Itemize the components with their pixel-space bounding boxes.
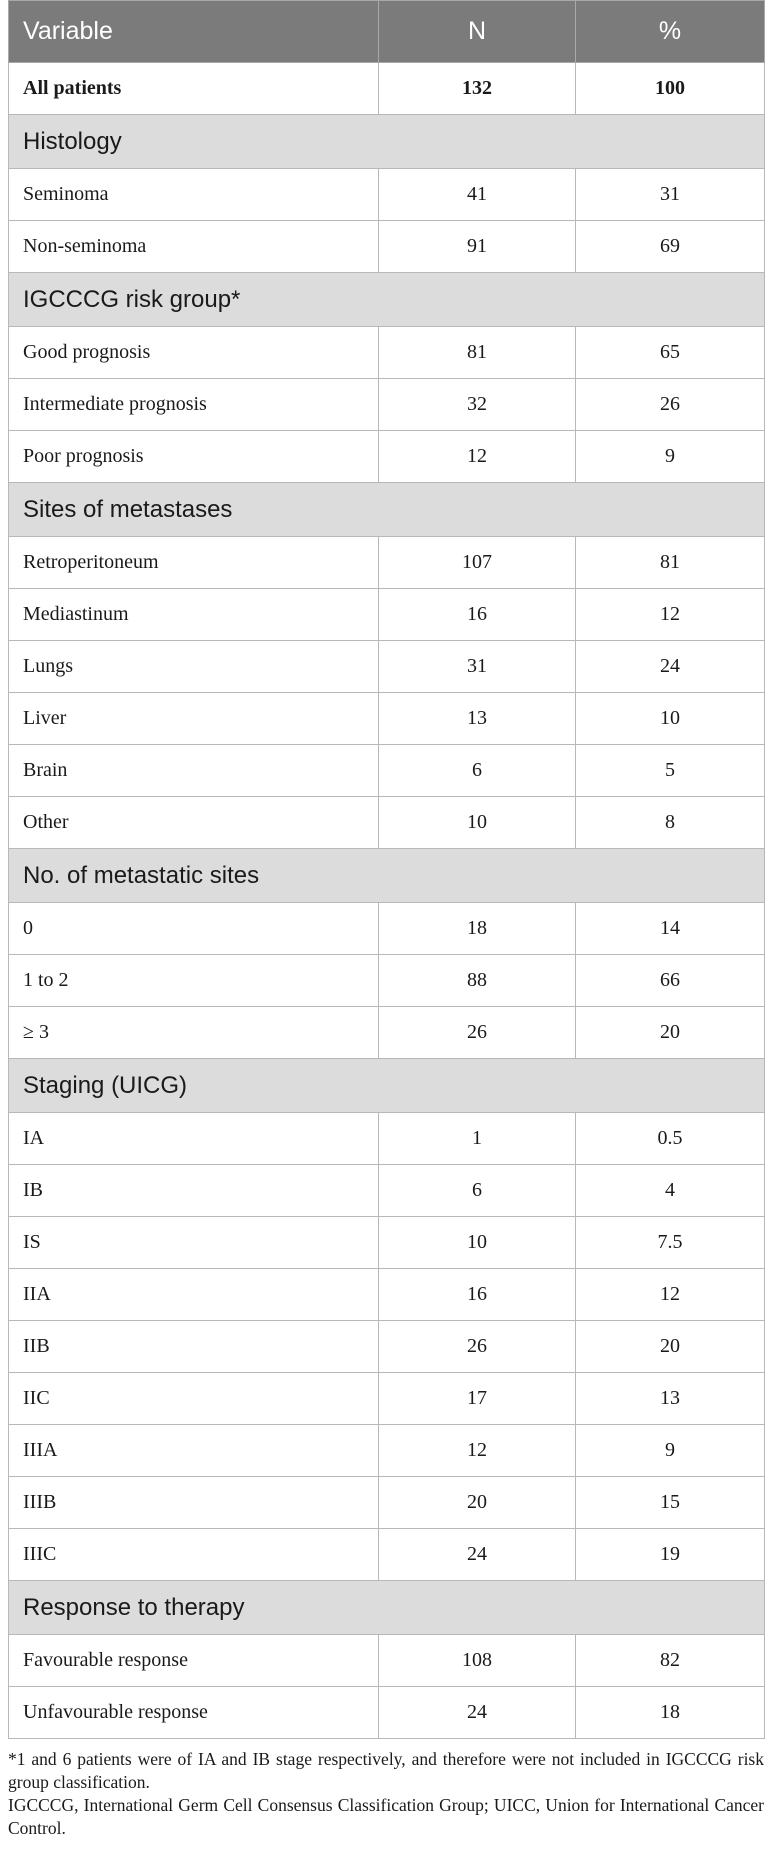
section-header-row [9, 273, 765, 327]
table-row [9, 903, 765, 955]
cell-percent: 13 [576, 1373, 765, 1425]
section-header-label: Staging (UICG) [9, 1059, 765, 1113]
cell-n: 26 [379, 1321, 576, 1373]
cell-variable: 0 [9, 903, 379, 955]
cell-percent: 0.5 [576, 1113, 765, 1165]
header-variable: Variable [9, 1, 379, 63]
cell-variable: IB [9, 1165, 379, 1217]
section-header-label: Histology [9, 115, 765, 169]
footnote-asterisk: *1 and 6 patients were of IA and IB stage respectively, and therefore were not included in IGCCCG risk group classification. [8, 1749, 764, 1792]
cell-percent: 19 [576, 1529, 765, 1581]
cell-variable: Other [9, 797, 379, 849]
cell-variable: Seminoma [9, 169, 379, 221]
cell-percent: 82 [576, 1635, 765, 1687]
cell-n: 26 [379, 1007, 576, 1059]
cell-n: 6 [379, 745, 576, 797]
cell-variable: IIC [9, 1373, 379, 1425]
cell-percent: 100 [576, 63, 765, 115]
table-row [9, 1425, 765, 1477]
cell-percent: 26 [576, 379, 765, 431]
table-container [8, 0, 764, 1840]
cell-n: 6 [379, 1165, 576, 1217]
cell-variable: Poor prognosis [9, 431, 379, 483]
table-row [9, 745, 765, 797]
cell-n: 17 [379, 1373, 576, 1425]
cell-variable: IIIB [9, 1477, 379, 1529]
cell-n: 108 [379, 1635, 576, 1687]
cell-n: 18 [379, 903, 576, 955]
table-row [9, 1477, 765, 1529]
cell-percent: 15 [576, 1477, 765, 1529]
cell-variable: ≥ 3 [9, 1007, 379, 1059]
table-row [9, 693, 765, 745]
header-n: N [379, 1, 576, 63]
cell-n: 24 [379, 1529, 576, 1581]
cell-variable: IIIA [9, 1425, 379, 1477]
cell-percent: 81 [576, 537, 765, 589]
section-header-row [9, 1581, 765, 1635]
cell-percent: 18 [576, 1687, 765, 1739]
cell-variable: Lungs [9, 641, 379, 693]
cell-percent: 31 [576, 169, 765, 221]
header-percent: % [576, 1, 765, 63]
section-header-label: Response to therapy [9, 1581, 765, 1635]
section-header-label: Sites of metastases [9, 483, 765, 537]
cell-percent: 24 [576, 641, 765, 693]
cell-n: 10 [379, 797, 576, 849]
cell-variable: Favourable response [9, 1635, 379, 1687]
table-row [9, 169, 765, 221]
cell-n: 88 [379, 955, 576, 1007]
cell-variable: Unfavourable response [9, 1687, 379, 1739]
section-header-label: IGCCCG risk group* [9, 273, 765, 327]
table-row [9, 537, 765, 589]
cell-n: 24 [379, 1687, 576, 1739]
cell-n: 13 [379, 693, 576, 745]
cell-n: 107 [379, 537, 576, 589]
footnote-abbreviations: IGCCCG, International Germ Cell Consensus Classification Group; UICC, Union for International Cancer Control. [8, 1795, 764, 1838]
cell-percent: 10 [576, 693, 765, 745]
table-row [9, 221, 765, 273]
table-row [9, 1165, 765, 1217]
cell-variable: Liver [9, 693, 379, 745]
table-row [9, 1635, 765, 1687]
table-row [9, 63, 765, 115]
section-header-row [9, 849, 765, 903]
cell-percent: 65 [576, 327, 765, 379]
table-row [9, 1217, 765, 1269]
cell-percent: 8 [576, 797, 765, 849]
section-header-row [9, 483, 765, 537]
patient-characteristics-table [8, 0, 765, 1739]
cell-percent: 9 [576, 1425, 765, 1477]
cell-n: 20 [379, 1477, 576, 1529]
cell-variable: 1 to 2 [9, 955, 379, 1007]
table-row [9, 1321, 765, 1373]
cell-variable: IIB [9, 1321, 379, 1373]
table-row [9, 431, 765, 483]
cell-variable: IIIC [9, 1529, 379, 1581]
cell-n: 91 [379, 221, 576, 273]
table-row [9, 641, 765, 693]
table-body [9, 63, 765, 1739]
section-header-row [9, 1059, 765, 1113]
cell-n: 12 [379, 1425, 576, 1477]
cell-variable: Intermediate prognosis [9, 379, 379, 431]
header-row [9, 1, 765, 63]
section-header-label: No. of metastatic sites [9, 849, 765, 903]
cell-percent: 7.5 [576, 1217, 765, 1269]
cell-n: 32 [379, 379, 576, 431]
cell-n: 16 [379, 589, 576, 641]
table-row [9, 1687, 765, 1739]
cell-variable: IIA [9, 1269, 379, 1321]
cell-percent: 69 [576, 221, 765, 273]
cell-n: 31 [379, 641, 576, 693]
cell-n: 41 [379, 169, 576, 221]
table-row [9, 1529, 765, 1581]
table-row [9, 1373, 765, 1425]
cell-n: 12 [379, 431, 576, 483]
table-row [9, 1007, 765, 1059]
cell-percent: 20 [576, 1321, 765, 1373]
cell-percent: 5 [576, 745, 765, 797]
table-row [9, 379, 765, 431]
cell-variable: All patients [9, 63, 379, 115]
cell-variable: Retroperitoneum [9, 537, 379, 589]
cell-variable: Mediastinum [9, 589, 379, 641]
table-row [9, 1113, 765, 1165]
cell-percent: 9 [576, 431, 765, 483]
section-header-row [9, 115, 765, 169]
cell-n: 132 [379, 63, 576, 115]
cell-percent: 4 [576, 1165, 765, 1217]
cell-percent: 20 [576, 1007, 765, 1059]
table-row [9, 1269, 765, 1321]
cell-n: 16 [379, 1269, 576, 1321]
table-row [9, 327, 765, 379]
cell-percent: 12 [576, 1269, 765, 1321]
table-header [9, 1, 765, 63]
table-footnotes [8, 1748, 764, 1840]
table-row [9, 955, 765, 1007]
cell-variable: IS [9, 1217, 379, 1269]
cell-variable: Brain [9, 745, 379, 797]
table-row [9, 589, 765, 641]
cell-variable: Non-seminoma [9, 221, 379, 273]
cell-percent: 12 [576, 589, 765, 641]
cell-variable: Good prognosis [9, 327, 379, 379]
cell-percent: 14 [576, 903, 765, 955]
cell-n: 1 [379, 1113, 576, 1165]
cell-variable: IA [9, 1113, 379, 1165]
table-row [9, 797, 765, 849]
cell-percent: 66 [576, 955, 765, 1007]
cell-n: 10 [379, 1217, 576, 1269]
cell-n: 81 [379, 327, 576, 379]
